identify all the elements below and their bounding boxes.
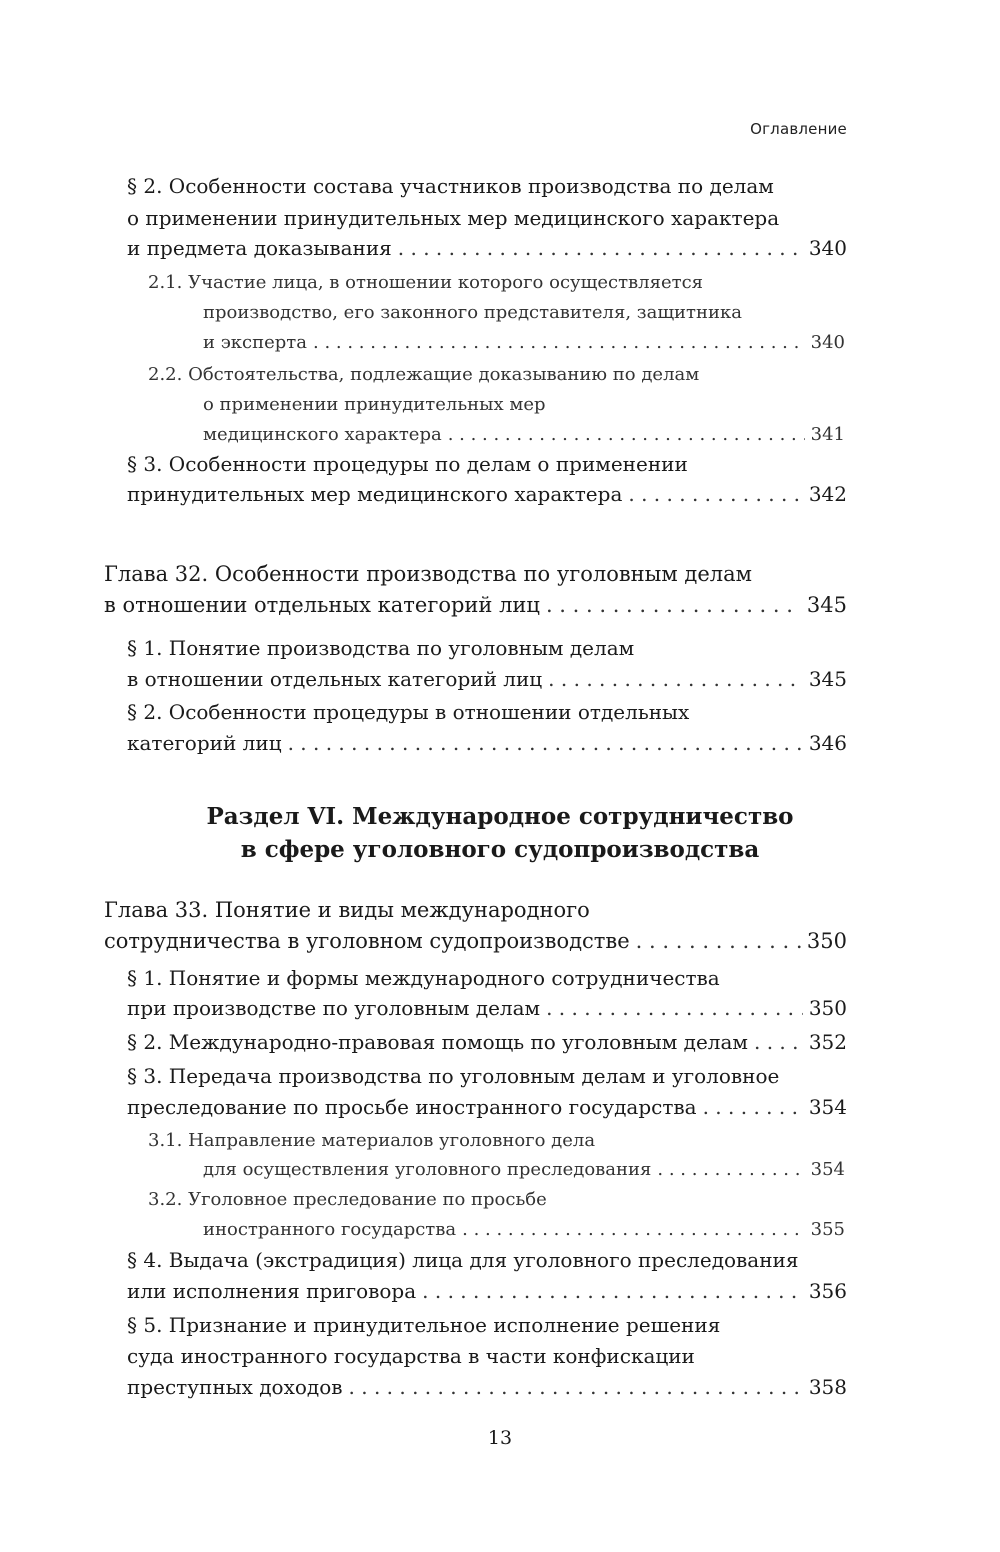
toc-entry-title: преследование по просьбе иностранного государства (127, 1095, 697, 1119)
toc-page-number: 350 (806, 929, 847, 953)
page-number: 13 (487, 1427, 513, 1449)
toc-subentry-leader-line[interactable] (203, 332, 845, 353)
toc-entry-leader-line[interactable] (127, 667, 847, 691)
toc-entry-line: § 2. Особенности состава участников производства по делам (127, 174, 774, 198)
dot-leader (462, 1219, 805, 1240)
toc-entry-title: для осуществления уголовного преследования (203, 1159, 652, 1180)
toc-subentry-line: 2.1. Участие лица, в отношении которого осуществляется (148, 272, 704, 293)
toc-page-number: 340 (808, 236, 847, 260)
toc-page-number: 352 (808, 1030, 847, 1054)
toc-subentry-leader-line[interactable] (203, 1159, 845, 1180)
toc-subentry-line: 3.1. Направление материалов уголовного дела (148, 1130, 596, 1151)
toc-page-number: 340 (810, 332, 845, 353)
toc-subentry-line: 2.2. Обстоятельства, подлежащие доказыванию по делам (148, 364, 700, 385)
toc-page-number: 354 (808, 1095, 847, 1119)
dot-leader (546, 996, 803, 1020)
toc-page-number: 350 (808, 996, 847, 1020)
dot-leader (754, 1030, 803, 1054)
toc-page-number: 346 (808, 731, 847, 755)
toc-entry-line: § 4. Выдача (экстрадиция) лица для уголовного преследования (127, 1248, 799, 1272)
toc-subentry-leader-line[interactable] (203, 1219, 845, 1240)
toc-entry-title: принудительных мер медицинского характера (127, 482, 623, 506)
dot-leader (548, 667, 803, 691)
part-heading-line-1: Раздел VI. Международное сотрудничество (206, 803, 794, 830)
toc-entry-line: § 2. Особенности процедуры в отношении отдельных (127, 700, 690, 724)
dot-leader (313, 332, 805, 353)
toc-page-number: 345 (808, 667, 847, 691)
toc-entry-title: при производстве по уголовным делам (127, 996, 541, 1020)
dot-leader (448, 424, 805, 445)
toc-chapter-line: Глава 33. Понятие и виды международного (104, 898, 590, 922)
toc-chapter-line: Глава 32. Особенности производства по уголовным делам (104, 562, 752, 586)
toc-subentry-line: 3.2. Уголовное преследование по просьбе (148, 1189, 547, 1210)
toc-entry-title: медицинского характера (203, 424, 442, 445)
toc-entry-leader-line[interactable] (127, 1375, 847, 1399)
dot-leader (398, 236, 803, 260)
toc-entry-leader-line[interactable] (127, 1095, 847, 1119)
dot-leader (349, 1375, 803, 1399)
toc-entry-line: § 1. Понятие производства по уголовным делам (127, 636, 635, 660)
toc-page-number: 342 (808, 482, 847, 506)
toc-subentry-line: о применении принудительных мер (203, 394, 546, 415)
toc-page-number: 354 (810, 1159, 845, 1180)
toc-chapter-leader-line[interactable] (104, 593, 847, 617)
toc-entry-title: § 2. Международно-правовая помощь по уголовным делам (127, 1030, 748, 1054)
toc-entry-title: в отношении отдельных категорий лиц (104, 593, 540, 617)
toc-entry-line: суда иностранного государства в части конфискации (127, 1344, 695, 1368)
toc-entry-line: § 3. Особенности процедуры по делам о применении (127, 452, 688, 476)
running-head: Оглавление (750, 120, 847, 138)
dot-leader (657, 1159, 804, 1180)
toc-entry-title: и эксперта (203, 332, 307, 353)
toc-entry-title: иностранного государства (203, 1219, 457, 1240)
toc-entry-leader-line[interactable] (127, 482, 847, 506)
toc-entry-line: § 3. Передача производства по уголовным делам и уголовное (127, 1064, 780, 1088)
toc-entry-title: преступных доходов (127, 1375, 343, 1399)
toc-entry-leader-line[interactable] (127, 731, 847, 755)
toc-entry-leader-line[interactable] (127, 996, 847, 1020)
toc-entry-title: или исполнения приговора (127, 1279, 417, 1303)
toc-page-number: 355 (810, 1219, 845, 1240)
toc-entry-line: о применении принудительных мер медицинского характера (127, 206, 780, 230)
toc-page-number: 358 (808, 1375, 847, 1399)
dot-leader (628, 482, 802, 506)
dot-leader (422, 1279, 803, 1303)
toc-entry-leader-line[interactable] (127, 1279, 847, 1303)
toc-entry-title: категорий лиц (127, 731, 282, 755)
dot-leader (546, 593, 801, 617)
dot-leader (703, 1095, 803, 1119)
dot-leader (288, 731, 803, 755)
toc-entry-leader-line[interactable] (127, 1030, 847, 1054)
toc-subentry-line: производство, его законного представителя, защитника (203, 302, 742, 323)
dot-leader (636, 929, 801, 953)
toc-entry-title: в отношении отдельных категорий лиц (127, 667, 543, 691)
toc-page-number: 341 (810, 424, 845, 445)
toc-page-number: 356 (808, 1279, 847, 1303)
part-heading-line-2: в сфере уголовного судопроизводства (240, 836, 760, 863)
toc-entry-line: § 5. Признание и принудительное исполнение решения (127, 1313, 721, 1337)
toc-subentry-leader-line[interactable] (203, 424, 845, 445)
toc-page-number: 345 (806, 593, 847, 617)
toc-chapter-leader-line[interactable] (104, 929, 847, 953)
toc-entry-line: § 1. Понятие и формы международного сотрудничества (127, 966, 720, 990)
toc-entry-leader-line[interactable] (127, 236, 847, 260)
toc-entry-title: и предмета доказывания (127, 236, 392, 260)
toc-entry-title: сотрудничества в уголовном судопроизводстве (104, 929, 630, 953)
